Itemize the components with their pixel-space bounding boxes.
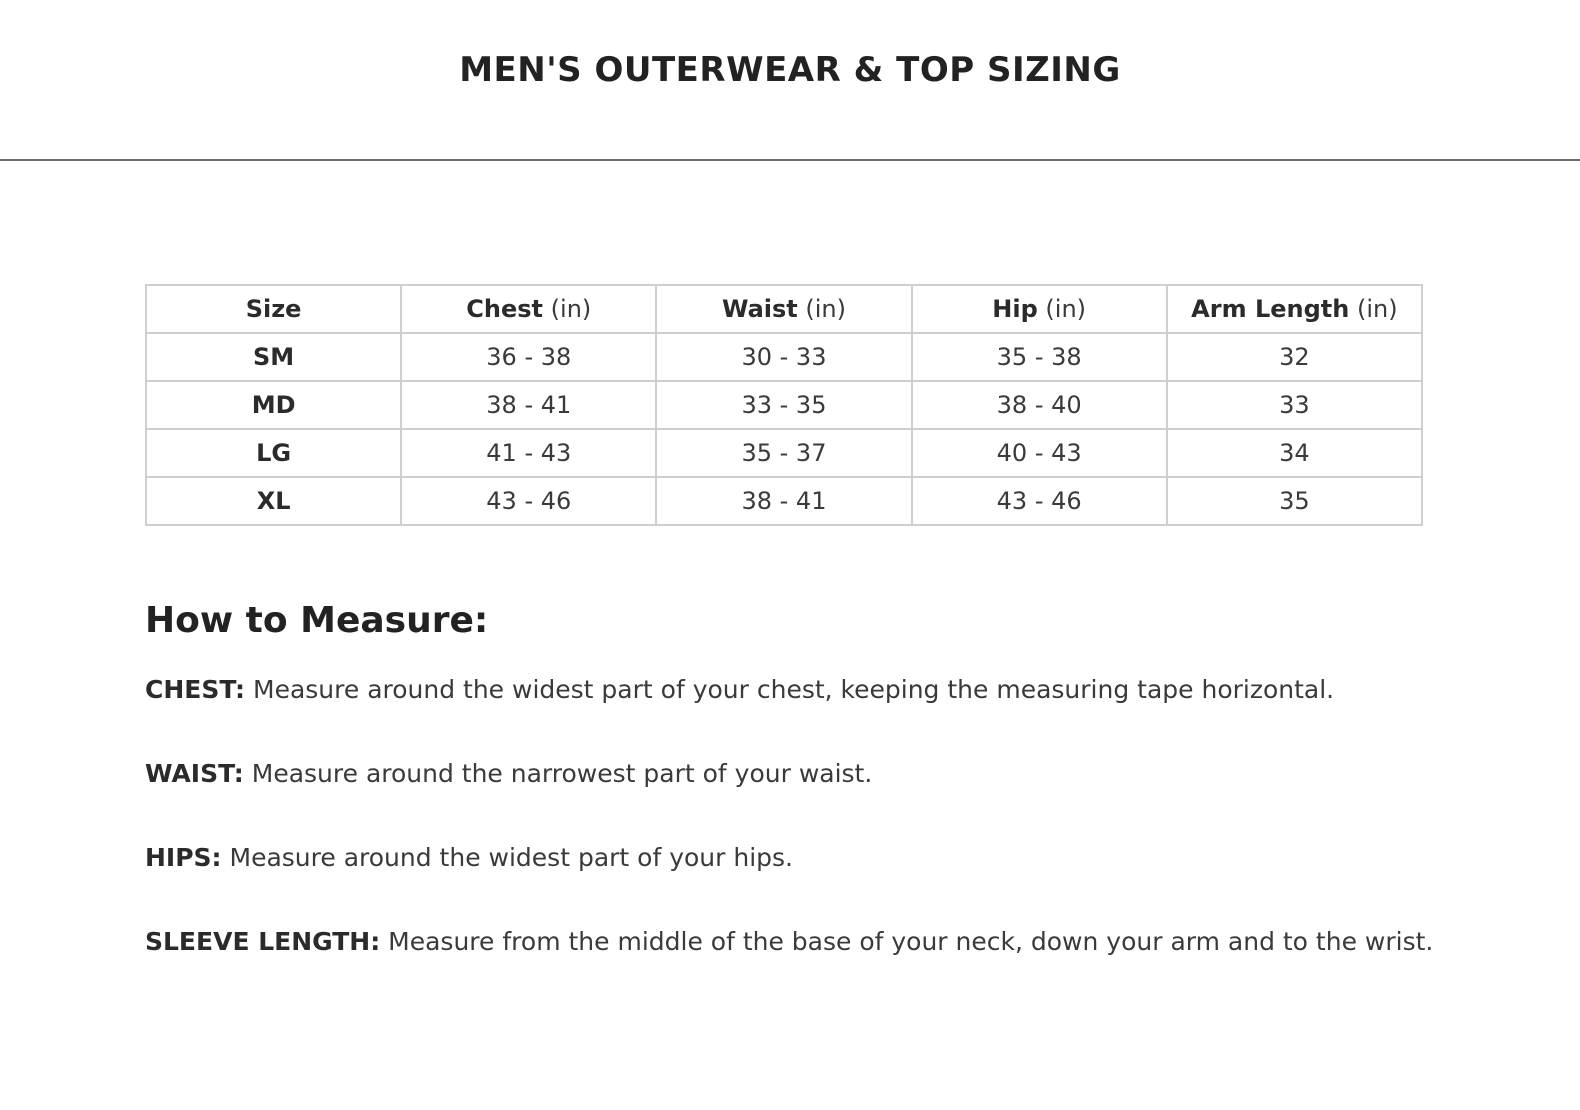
column-header-size <box>146 285 401 333</box>
waist-cell: 38 - 41 <box>656 477 911 525</box>
size-cell: XL <box>146 477 401 525</box>
instruction-term: WAIST: <box>145 759 244 788</box>
instruction-text: Measure around the widest part of your hips. <box>221 843 793 872</box>
hip-cell: 35 - 38 <box>912 333 1167 381</box>
column-name: Arm Length <box>1191 295 1350 323</box>
waist-instruction <box>145 753 1435 795</box>
hip-cell: 40 - 43 <box>912 429 1167 477</box>
instruction-term: HIPS: <box>145 843 222 872</box>
table-row <box>146 477 1422 525</box>
arm-length-cell: 34 <box>1167 429 1422 477</box>
chest-instruction <box>145 669 1435 711</box>
instruction-term: CHEST: <box>145 675 246 704</box>
instruction-text: Measure around the narrowest part of your waist. <box>243 759 873 788</box>
arm-length-cell: 35 <box>1167 477 1422 525</box>
column-name: Waist <box>721 295 798 323</box>
size-cell: SM <box>146 333 401 381</box>
column-name: Hip <box>992 295 1038 323</box>
column-unit: (in) <box>1349 295 1398 323</box>
hips-instruction <box>145 837 1435 879</box>
waist-cell: 33 - 35 <box>656 381 911 429</box>
page-header <box>0 0 1580 161</box>
waist-cell: 30 - 33 <box>656 333 911 381</box>
hip-cell: 38 - 40 <box>912 381 1167 429</box>
column-name: Chest <box>466 295 544 323</box>
column-unit: (in) <box>543 295 592 323</box>
page-title: MEN'S OUTERWEAR & TOP SIZING <box>459 50 1121 90</box>
arm-length-cell: 33 <box>1167 381 1422 429</box>
size-cell: MD <box>146 381 401 429</box>
arm-length-cell: 32 <box>1167 333 1422 381</box>
chest-cell: 41 - 43 <box>401 429 656 477</box>
hip-cell: 43 - 46 <box>912 477 1167 525</box>
column-name: Size <box>245 295 302 323</box>
instruction-term: SLEEVE LENGTH: <box>145 927 381 956</box>
sleeve-length-instruction <box>145 921 1435 963</box>
column-header-arm-length <box>1167 285 1422 333</box>
table-row <box>146 333 1422 381</box>
column-header-hip <box>912 285 1167 333</box>
table-header-row <box>146 285 1422 333</box>
size-chart-table <box>145 284 1423 526</box>
table-row <box>146 429 1422 477</box>
chest-cell: 38 - 41 <box>401 381 656 429</box>
chest-cell: 43 - 46 <box>401 477 656 525</box>
column-unit: (in) <box>1037 295 1087 323</box>
waist-cell: 35 - 37 <box>656 429 911 477</box>
how-to-measure-heading: How to Measure: <box>145 600 489 641</box>
how-to-measure-section <box>145 600 1435 1005</box>
size-cell: LG <box>146 429 401 477</box>
instruction-text: Measure from the middle of the base of your neck, down your arm and to the wrist. <box>380 927 1434 956</box>
chest-cell: 36 - 38 <box>401 333 656 381</box>
column-unit: (in) <box>797 295 846 323</box>
column-header-chest <box>401 285 656 333</box>
table-row <box>146 381 1422 429</box>
column-header-waist <box>656 285 911 333</box>
instruction-text: Measure around the widest part of your chest, keeping the measuring tape horizontal. <box>245 675 1335 704</box>
